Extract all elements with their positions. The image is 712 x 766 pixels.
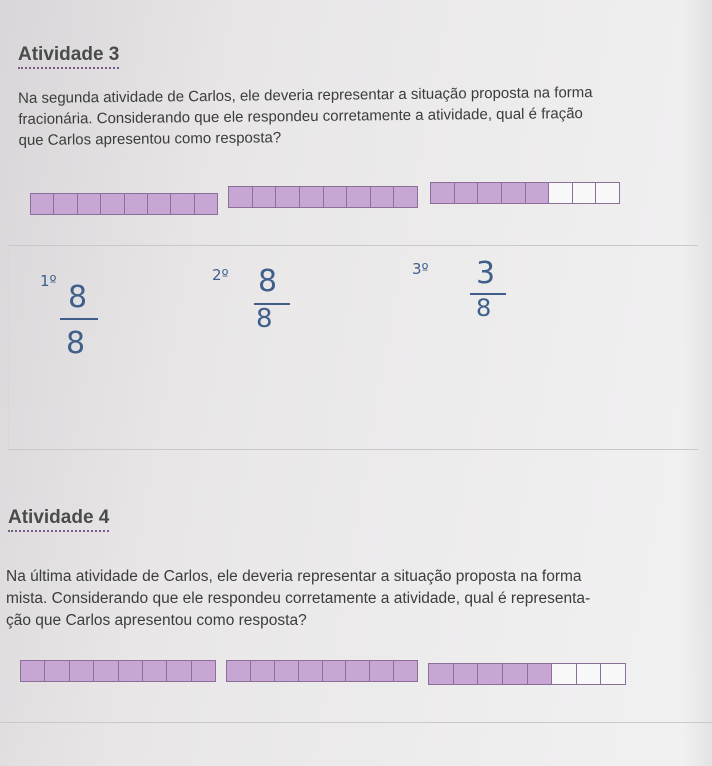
- filled-part: [455, 183, 479, 203]
- filled-part: [229, 187, 253, 207]
- filled-part: [323, 661, 347, 681]
- filled-part: [394, 661, 417, 681]
- activity-4-line-1: Na última atividade de Carlos, ele deveria representar a situação proposta na forma: [6, 568, 582, 585]
- filled-part: [431, 183, 455, 203]
- filled-part: [478, 664, 503, 684]
- filled-part: [54, 194, 77, 214]
- filled-part: [429, 664, 454, 684]
- empty-part: [549, 183, 573, 203]
- answer-3-denominator: 8: [476, 294, 492, 322]
- answer-3-numerator: 3: [476, 256, 496, 291]
- answer-2-denominator: 8: [256, 304, 273, 334]
- filled-part: [253, 187, 277, 207]
- filled-part: [125, 194, 148, 214]
- filled-part: [251, 661, 275, 681]
- filled-part: [526, 183, 550, 203]
- activity-4-line-3: ção que Carlos apresentou como resposta?: [6, 612, 307, 629]
- activity-3-bar-1: [30, 193, 218, 215]
- filled-part: [300, 187, 324, 207]
- filled-part: [394, 187, 417, 207]
- activity-3-bar-3: [430, 182, 620, 204]
- filled-part: [227, 661, 251, 681]
- activity-4-bar-3: [428, 663, 626, 685]
- filled-part: [101, 194, 124, 214]
- filled-part: [171, 194, 194, 214]
- activity-3-bar-2: [228, 186, 418, 208]
- filled-part: [528, 664, 553, 684]
- filled-part: [78, 194, 101, 214]
- filled-part: [324, 187, 348, 207]
- filled-part: [119, 661, 143, 681]
- answer-2-numerator: 8: [258, 264, 278, 299]
- empty-part: [552, 664, 577, 684]
- empty-part: [601, 664, 625, 684]
- activity-3-line-1: Na segunda atividade de Carlos, ele deveria representar a situação proposta na forma: [18, 83, 593, 107]
- filled-part: [503, 664, 528, 684]
- empty-part: [573, 183, 597, 203]
- filled-part: [148, 194, 171, 214]
- filled-part: [454, 664, 479, 684]
- filled-part: [371, 187, 395, 207]
- empty-part: [596, 183, 619, 203]
- filled-part: [195, 194, 217, 214]
- answer-1-denominator: 8: [66, 326, 86, 361]
- filled-part: [94, 661, 118, 681]
- answer-1-fraction-bar: [60, 318, 98, 320]
- filled-part: [299, 661, 323, 681]
- filled-part: [370, 661, 394, 681]
- filled-part: [167, 661, 191, 681]
- filled-part: [347, 187, 371, 207]
- filled-part: [70, 661, 94, 681]
- filled-part: [275, 661, 299, 681]
- filled-part: [192, 661, 215, 681]
- activity-3-line-2: fracionária. Considerando que ele respondeu corretamente a atividade, qual é fração: [18, 105, 583, 128]
- answer-3-ordinal: 3º: [412, 260, 429, 278]
- activity-3-question: [18, 82, 593, 151]
- filled-part: [478, 183, 502, 203]
- activity-3-answer-box: [8, 245, 698, 450]
- filled-part: [346, 661, 370, 681]
- activity-4-bar-1: [20, 660, 216, 682]
- activity-4-bar-2: [226, 660, 418, 682]
- activity-4-line-2: mista. Considerando que ele respondeu corretamente a atividade, qual é representa-: [6, 590, 591, 607]
- filled-part: [21, 661, 45, 681]
- answer-1-numerator: 8: [68, 280, 88, 315]
- filled-part: [45, 661, 69, 681]
- filled-part: [31, 194, 54, 214]
- answer-2-ordinal: 2º: [212, 266, 229, 284]
- activity-4-question: [6, 566, 590, 632]
- filled-part: [502, 183, 526, 203]
- empty-part: [577, 664, 602, 684]
- answer-1-ordinal: 1º: [40, 272, 57, 290]
- activity-3-title: Atividade 3: [18, 44, 119, 69]
- activity-3-line-3: que Carlos apresentou como resposta?: [18, 129, 282, 149]
- answer-line: [0, 722, 712, 723]
- activity-4-title: Atividade 4: [8, 507, 109, 532]
- filled-part: [143, 661, 167, 681]
- filled-part: [276, 187, 300, 207]
